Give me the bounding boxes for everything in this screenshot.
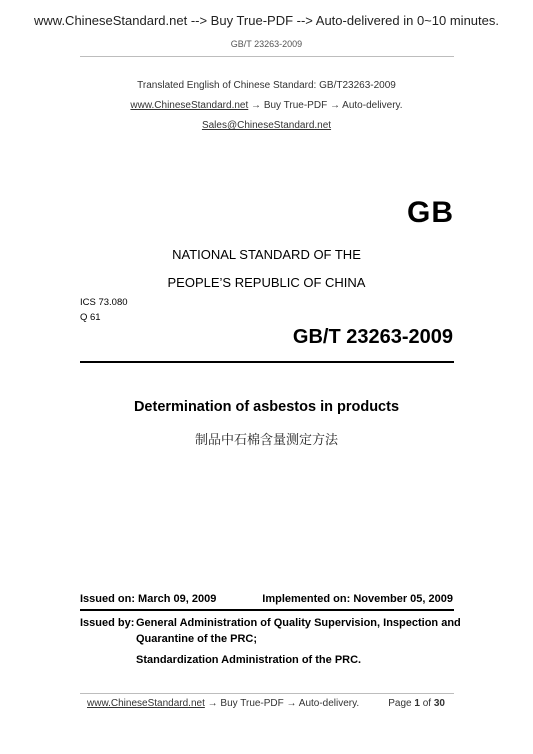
issuer-org1-line1: General Administration of Quality Supervision, Inspection and <box>136 617 461 629</box>
page-indicator <box>388 698 445 709</box>
site-link[interactable]: www.ChineseStandard.net <box>130 100 249 111</box>
page-current: 1 <box>414 698 420 709</box>
header-standard-code: GB/T 23263-2009 <box>230 39 303 49</box>
footer-delivery-line <box>87 698 359 709</box>
delivery-text: → Buy True-PDF → Auto-delivery. <box>248 100 403 111</box>
issuer-org1-line2: Quarantine of the PRC; <box>136 633 258 645</box>
implemented-date: Implemented on: November 05, 2009 <box>262 593 453 605</box>
issued-date: Issued on: March 09, 2009 <box>80 593 217 605</box>
page-label: Page <box>388 698 412 709</box>
footer-delivery-text: → Buy True-PDF → Auto-delivery. <box>204 698 360 709</box>
issued-by-label: Issued by: <box>80 617 135 629</box>
footer-divider <box>80 693 454 694</box>
national-standard-line1: NATIONAL STANDARD OF THE <box>172 247 361 262</box>
ics-code: ICS 73.080 <box>80 297 128 308</box>
q-code: Q 61 <box>80 312 101 323</box>
standard-number: GB/T 23263-2009 <box>292 326 453 348</box>
dates-rule <box>80 609 454 611</box>
header-divider <box>80 56 454 57</box>
delivery-line <box>0 100 533 111</box>
issuer-org2: Standardization Administration of the PRC. <box>136 654 362 666</box>
top-banner: www.ChineseStandard.net --> Buy True-PDF --> Auto-delivered in 0~10 minutes. <box>34 13 499 28</box>
title-english: Determination of asbestos in products <box>133 399 400 415</box>
footer-site-link[interactable]: www.ChineseStandard.net <box>87 698 205 709</box>
translation-notice: Translated English of Chinese Standard: GB/T23263-2009 <box>137 80 396 91</box>
page-of: of <box>422 698 432 709</box>
gb-logo: GB <box>407 196 454 229</box>
title-chinese: 制品中石棉含量测定方法 <box>194 433 338 448</box>
email-line <box>0 120 533 131</box>
email-link[interactable]: Sales@ChineseStandard.net <box>201 120 332 131</box>
national-standard-line2: PEOPLE’S REPUBLIC OF CHINA <box>167 275 366 290</box>
page-total: 30 <box>433 698 445 709</box>
standard-number-rule <box>80 361 454 363</box>
